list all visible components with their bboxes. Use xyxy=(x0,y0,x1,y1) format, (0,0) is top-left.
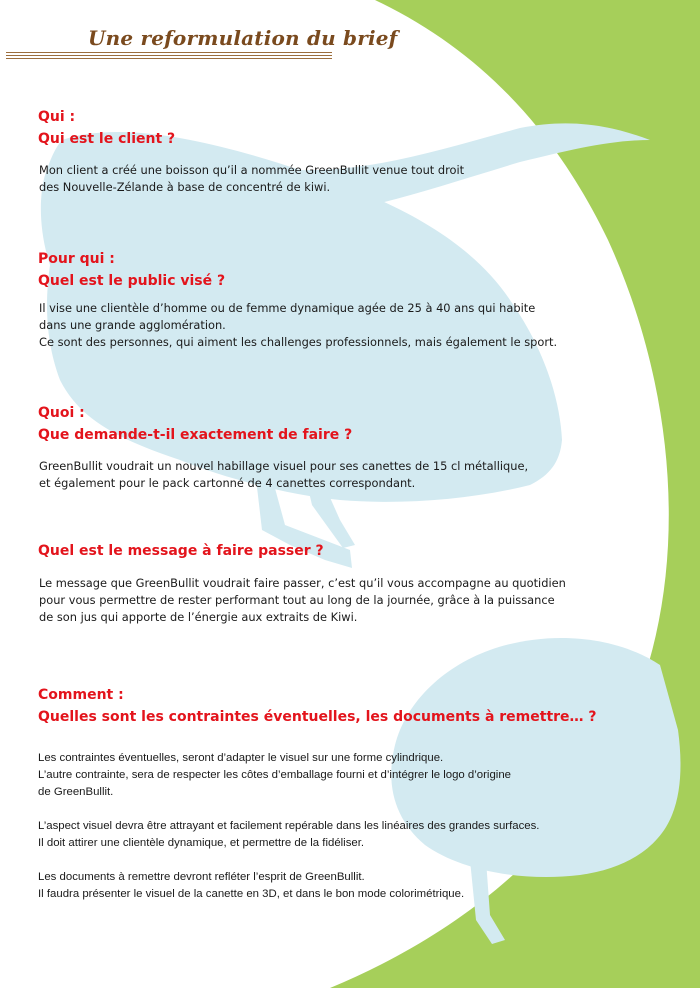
section-body-qui: Mon client a créé une boisson qu’il a nommée GreenBullit venue tout droit des Nouvelle-Zélande à base de concentré de kiwi. xyxy=(39,163,465,194)
section-body-message: Le message que GreenBullit voudrait faire passer, c’est qu’il vous accompagne au quotidien pour vous permettre de rester performant tout au long de la journée, grâce à la puissance de son jus qui apporte de l’énergie aux extraits de Kiwi. xyxy=(39,576,566,624)
section-body-quoi: GreenBullit voudrait un nouvel habillage visuel pour ses canettes de 15 cl métallique, et également pour le pack cartonné de 4 canettes correspondant. xyxy=(39,459,529,490)
section-heading-qui: Qui : Qui est le client ? xyxy=(38,109,176,147)
section-heading-comment: Comment : Quelles sont les contraintes éventuelles, les documents à remettre… ? xyxy=(38,687,597,725)
page-title: Une reformulation du brief xyxy=(88,26,398,50)
section-heading-message: Quel est le message à faire passer ? xyxy=(38,543,324,559)
title-underline xyxy=(6,52,332,53)
section-heading-quoi: Quoi : Que demande-t-il exactement de faire ? xyxy=(38,405,353,443)
section-body-comment: Les contraintes éventuelles, seront d’adapter le visuel sur une forme cylindrique. L’autre contrainte, sera de respecter les côtes d’emballage fourni et d’intégrer le logo d’origine de GreenBullit. L’aspect visuel devra être attrayant et facilement repérable dans les linéaires des grandes surfaces. Il doit attirer une clientèle dynamique, et permettre de la fidéliser. Les documents à remettre devront refléter l’esprit de GreenBullit. Il faudra présenter le visuel de la canette en 3D, et dans le bon mode colorimétrique. xyxy=(38,752,540,900)
section-heading-pour-qui: Pour qui : Quel est le public visé ? xyxy=(38,251,226,289)
section-body-pour-qui: Il vise une clientèle d’homme ou de femme dynamique agée de 25 à 40 ans qui habite dans une grande agglomération. Ce sont des personnes, qui aiment les challenges professionnels, mais également le sport. xyxy=(39,301,558,349)
title-underline xyxy=(6,58,332,59)
title-underline xyxy=(6,55,332,56)
